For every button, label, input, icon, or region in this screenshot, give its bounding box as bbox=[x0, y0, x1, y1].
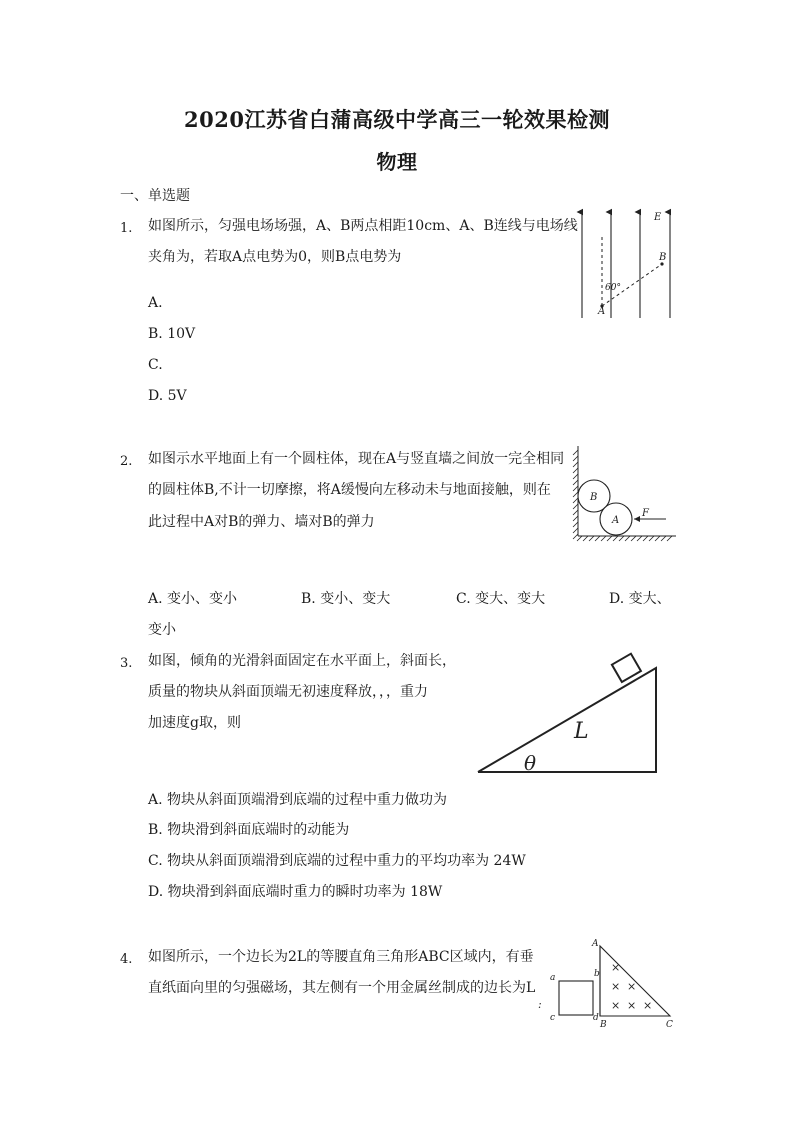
wall-hatch-mark bbox=[573, 486, 578, 491]
option-c: C. bbox=[148, 357, 163, 373]
label-d-lower: d bbox=[593, 1013, 599, 1023]
option-d: D. 物块滑到斜面底端时重力的瞬时功率为 18W bbox=[148, 884, 443, 900]
page-title: 2020江苏省白蒲高级中学高三一轮效果检测 bbox=[184, 107, 610, 132]
ground-hatch-mark bbox=[667, 536, 672, 541]
option-d: D. 变大、 bbox=[609, 591, 671, 607]
ground-hatch-mark bbox=[577, 536, 582, 541]
ground-hatch-mark bbox=[601, 536, 606, 541]
wall-hatch-mark bbox=[573, 498, 578, 503]
question-text-line: 此过程中A对B的弹力、墙对B的弹力 bbox=[148, 514, 375, 530]
ground-hatch-mark bbox=[619, 536, 624, 541]
wall-hatch-mark bbox=[573, 474, 578, 479]
ground-hatch-mark bbox=[655, 536, 660, 541]
question-number: 3. bbox=[120, 656, 133, 671]
label-a: A bbox=[612, 515, 620, 526]
question-text-line: 直纸面向里的匀强磁场，其左侧有一个用金属丝制成的边长为L bbox=[148, 980, 536, 996]
label-e: E bbox=[654, 212, 662, 223]
label-b-upper: B bbox=[600, 1020, 607, 1030]
wall-hatch-mark bbox=[573, 522, 578, 527]
wall-hatch-mark bbox=[573, 516, 578, 521]
field-mark: × bbox=[643, 999, 653, 1012]
label-a-lower: a bbox=[550, 973, 556, 983]
ground-hatch-mark bbox=[583, 536, 588, 541]
option-c: C. 变大、变大 bbox=[456, 591, 546, 607]
electric-field-figure bbox=[574, 206, 680, 322]
label-theta: θ bbox=[524, 751, 537, 775]
ground-hatch-mark bbox=[595, 536, 600, 541]
option-a: A. 变小、变小 bbox=[148, 591, 238, 607]
ground-hatch-mark bbox=[607, 536, 612, 541]
ground-hatch-mark bbox=[631, 536, 636, 541]
colon-mark: : bbox=[538, 998, 542, 1011]
incline-triangle bbox=[478, 668, 656, 772]
question-text-line: 如图所示，一个边长为2L的等腰直角三角形ABC区域内，有垂 bbox=[148, 949, 534, 965]
question-number: 4. bbox=[120, 952, 133, 967]
label-l: L bbox=[574, 719, 589, 744]
incline-figure bbox=[474, 648, 660, 776]
force-arrowhead bbox=[634, 516, 640, 522]
question-text-line: 加速度g取，则 bbox=[148, 715, 241, 731]
question-number: 2. bbox=[120, 454, 133, 469]
angle-label: 60° bbox=[605, 283, 621, 293]
question-number: 1. bbox=[120, 221, 133, 236]
cylinders-figure bbox=[572, 444, 680, 542]
square-loop bbox=[559, 981, 593, 1015]
ground-hatch-mark bbox=[643, 536, 648, 541]
question-text-line: 如图所示，匀强电场场强，A、B两点相距10cm、A、B连线与电场线 bbox=[148, 218, 578, 234]
wall-hatch-mark bbox=[573, 450, 578, 455]
option-c: C. 物块从斜面顶端滑到底端的过程中重力的平均功率为 24W bbox=[148, 853, 526, 869]
question-text-line: 如图示水平地面上有一个圆柱体，现在A与竖直墙之间放一完全相同 bbox=[148, 451, 565, 467]
wall-hatch-mark bbox=[573, 462, 578, 467]
option-b: B. 10V bbox=[148, 326, 196, 342]
wall-hatch-mark bbox=[573, 468, 578, 473]
field-mark: × bbox=[627, 999, 637, 1012]
label-b: B bbox=[590, 492, 598, 503]
wall-hatch-mark bbox=[573, 504, 578, 509]
ground-hatch-mark bbox=[661, 536, 666, 541]
field-mark: × bbox=[611, 961, 621, 974]
question-text-line: 夹角为，若取A点电势为0，则B点电势为 bbox=[148, 249, 402, 265]
label-b-lower: b bbox=[594, 969, 600, 979]
ground-hatch-mark bbox=[613, 536, 618, 541]
ground-hatch-mark bbox=[649, 536, 654, 541]
label-c-lower: c bbox=[550, 1013, 556, 1023]
ground-hatch-mark bbox=[637, 536, 642, 541]
label-c-upper: C bbox=[666, 1020, 673, 1030]
field-mark: × bbox=[611, 980, 621, 993]
question-text-line: 如图，倾角的光滑斜面固定在水平面上，斜面长， bbox=[148, 653, 456, 669]
option-b: B. 变小、变大 bbox=[301, 591, 391, 607]
wall-hatch-mark bbox=[573, 528, 578, 533]
question-text-line: 质量的物块从斜面顶端无初速度释放，，，重力 bbox=[148, 684, 428, 700]
label-a-upper: A bbox=[592, 939, 599, 949]
option-a: A. 物块从斜面顶端滑到底端的过程中重力做功为 bbox=[148, 792, 448, 808]
label-f: F bbox=[642, 508, 649, 519]
field-mark: × bbox=[611, 999, 621, 1012]
option-d-continued: 变小 bbox=[148, 622, 176, 638]
question-text-line: 的圆柱体B,不计一切摩擦，将A缓慢向左移动未与地面接触，则在 bbox=[148, 482, 551, 498]
block bbox=[612, 654, 641, 682]
wall-hatch-mark bbox=[573, 534, 578, 539]
field-mark: × bbox=[627, 980, 637, 993]
wall-hatch-mark bbox=[573, 510, 578, 515]
option-a: A. bbox=[148, 295, 163, 311]
ground-hatch-mark bbox=[589, 536, 594, 541]
section-heading: 一、单选题 bbox=[120, 188, 190, 204]
page-subtitle: 物理 bbox=[376, 150, 418, 174]
label-a: A bbox=[598, 306, 606, 317]
option-b: B. 物块滑到斜面底端时的动能为 bbox=[148, 822, 350, 838]
ground-hatch-mark bbox=[625, 536, 630, 541]
wall-hatch-mark bbox=[573, 480, 578, 485]
label-b: B bbox=[659, 252, 667, 263]
magnetic-field-figure bbox=[538, 938, 680, 1030]
wall-hatch-mark bbox=[573, 492, 578, 497]
option-d: D. 5V bbox=[148, 388, 187, 404]
wall-hatch-mark bbox=[573, 456, 578, 461]
